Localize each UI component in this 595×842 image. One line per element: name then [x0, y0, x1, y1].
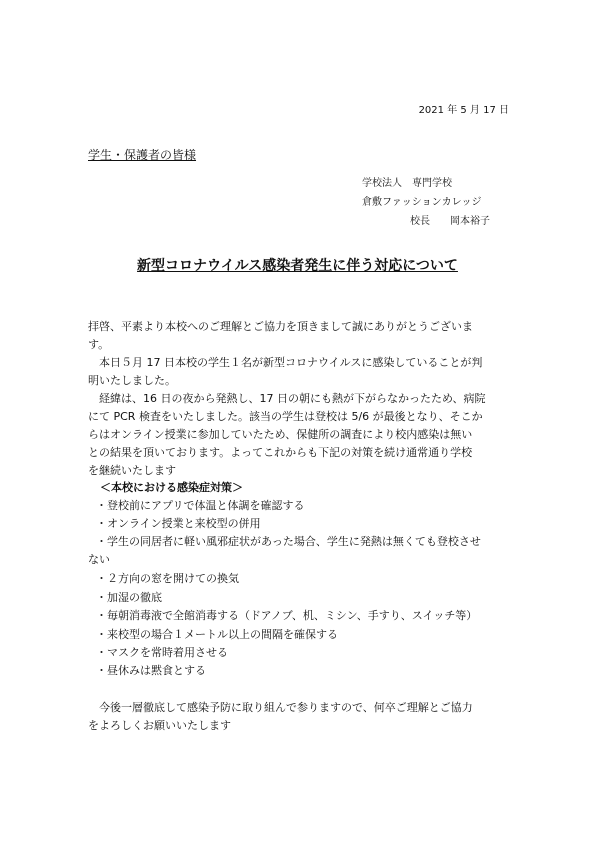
measures-heading: ＜本校における感染症対策＞: [100, 481, 243, 494]
measure-item: ・オンライン授業と来校型の併用: [96, 517, 261, 530]
paragraph-line: にて PCR 検査をいたしました。該当の学生は登校は 5/6 が最後となり、そこか: [88, 410, 483, 423]
addressee: 学生・保護者の皆様: [88, 148, 197, 162]
measure-item: ・毎朝消毒液で全館消毒する（ドアノブ、机、ミシン、手すり、スイッチ等）: [96, 609, 478, 622]
closing-line: をよろしくお願いいたします: [88, 719, 231, 732]
measure-item: ・登校前にアプリで体温と体調を確認する: [96, 499, 305, 512]
paragraph-line: との結果を頂いております。よってこれからも下記の対策を続け通常通り学校: [88, 446, 473, 459]
paragraph-line: 本日５月 17 日本校の学生１名が新型コロナウイルスに感染していることが判: [88, 356, 483, 369]
paragraph-line: らはオンライン授業に参加していたため、保健所の調査により校内感染は無い: [88, 428, 473, 441]
sender-school-name: 倉敷ファッションカレッジ: [362, 197, 482, 208]
sender-organization: 学校法人 専門学校: [362, 178, 452, 189]
measure-item: ・来校型の場合１メートル以上の間隔を確保する: [96, 628, 338, 641]
paragraph-line: 拝啓、平素より本校へのご理解とご協力を頂きまして誠にありがとうございま: [88, 320, 473, 333]
measure-item: ・昼休みは黙食とする: [96, 664, 206, 677]
measure-item-continuation: ない: [88, 553, 110, 566]
closing-line: 今後一層徹底して感染予防に取り組んで参りますので、何卒ご理解とご協力: [88, 701, 473, 714]
sender-principal: 校長 岡本裕子: [410, 216, 490, 227]
measure-item: ・２方向の窓を開けての換気: [96, 572, 239, 585]
paragraph-line: 経緯は、16 日の夜から発熱し、17 日の朝にも熱が下がらなかったため、病院: [88, 392, 486, 405]
measure-item: ・学生の同居者に軽い風邪症状があった場合、学生に発熱は無くても登校させ: [96, 535, 481, 548]
paragraph-line: を継続いたします: [88, 464, 176, 477]
measure-item: ・加湿の徹底: [96, 591, 162, 604]
paragraph-line: 明いたしました。: [88, 374, 176, 387]
measure-item: ・マスクを常時着用させる: [96, 646, 228, 659]
page-title: 新型コロナウイルス感染者発生に伴う対応について: [137, 258, 458, 274]
document-date: 2021 年 5 月 17 日: [418, 105, 509, 116]
paragraph-line: す。: [88, 338, 110, 351]
